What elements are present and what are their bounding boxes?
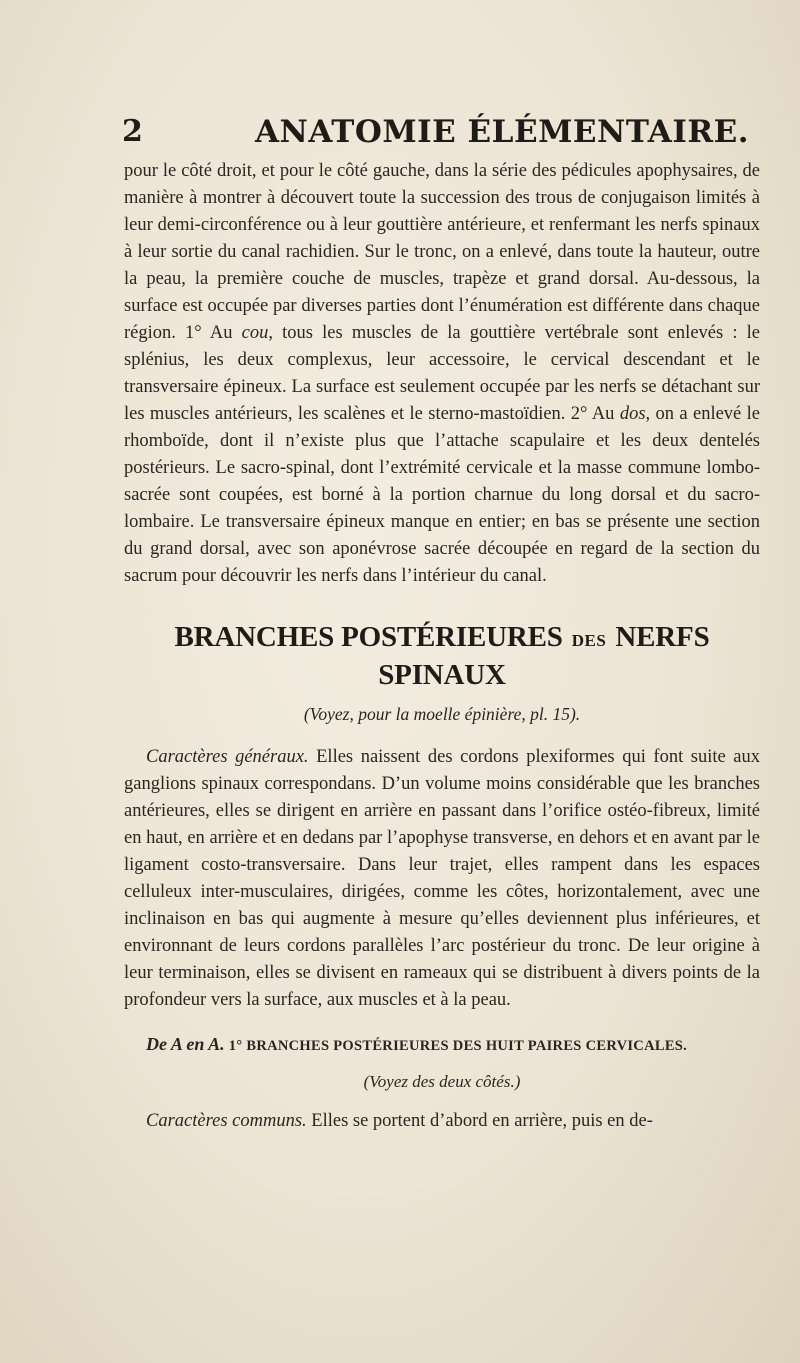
general-characters-text: Elles naissent des cordons plexiformes qui font suite aux ganglions spinaux correspondans. D’un volume moins considérable que les branches antérieures, elles se dirigent en arrière en passant dans l’orifice ostéo-fibreux, limité en haut, en arrière et en dedans par l’apophyse transverse, en dehors et en avant par le ligament costo-transversaire. Dans leur trajet, elles rampent dans les espaces celluleux inter-musculaires, dirigées, comme les côtes, horizontalement, avec une inclinaison en bas qui augmente à mesure qu’elles deviennent plus inférieures, et environnant de leurs cordons parallèles l’arc postérieur du tronc. De leur origine à leur terminaison, elles se divisent en rameaux qui se distribuent à divers points de la profondeur vers la surface, aux muscles et à la peau. [124, 747, 761, 1010]
subsection-label: De A en A. [146, 1034, 225, 1054]
paragraph-intro-continued: , tous les muscles de la gouttière vertébrale sont enlevés : le splénius, les deux complexus, leur accessoire, le cervical descendant et le transversaire épineux. La surface est seulement occupée par les nerfs se détachant sur les muscles antérieurs, les scalènes et le sterno-mastoïdien. 2° Au [124, 323, 761, 424]
subsection-title: 1° BRANCHES POSTÉRIEURES DES HUIT PAIRES CERVICALES. [228, 1038, 688, 1054]
term-dos: dos [619, 404, 646, 424]
paragraph-intro-end: , on a enlevé le rhomboïde, dont il n’existe plus que l’attache scapulaire et les deux dentelés postérieurs. Le sacro-spinal, dont l’extrémité cervicale et la masse commune lombo-sacrée sont coupées, est borné à la portion charnue du long dorsal et du sacro-lombaire. Le transversaire épineux manque en entier; en bas se présente une section du grand dorsal, avec son aponévrose sacrée découpée en regard de la section du sacrum pour découvrir les nerfs dans l’intérieur du canal. [124, 404, 760, 586]
section-heading-right: NERFS SPINAUX [378, 621, 710, 691]
paragraph-general-characters [124, 744, 760, 1014]
running-title: ANATOMIE ÉLÉMENTAIRE. [255, 114, 749, 150]
general-characters-lead: Caractères généraux. [146, 747, 309, 767]
section-reference-note: (Voyez, pour la moelle épinière, pl. 15). [303, 704, 581, 724]
page-header [122, 112, 762, 156]
term-cou: cou [241, 323, 269, 343]
common-characters-lead: Caractères communs. [146, 1111, 307, 1131]
page-number: 2 [122, 114, 143, 149]
section-heading-left: BRANCHES POSTÉRIEURES [174, 621, 563, 653]
paragraph-intro [124, 158, 760, 590]
section-heading-des: DES [571, 631, 607, 650]
subsection-heading [124, 1032, 760, 1058]
section-heading [124, 620, 760, 692]
subsection-reference-note: (Voyez des deux côtés.) [363, 1072, 521, 1091]
common-characters-text: Elles se portent d’abord en arrière, puis en de- [306, 1111, 653, 1131]
page-body [124, 158, 760, 1135]
paragraph-common-characters [124, 1108, 760, 1135]
paragraph-intro-text: pour le côté droit, et pour le côté gauche, dans la série des pédicules apophysaires, de manière à montrer à découvert toute la succession des trous de conjugaison limités à leur demi-circonférence ou à leur gouttière antérieure, et renfermant les nerfs spinaux à leur sortie du canal rachidien. Sur le tronc, on a enlevé, dans toute la hauteur, outre la peau, la première couche de muscles, trapèze et grand dorsal. Au-dessous, la surface est occupée par diverses parties dont l’énumération est différente dans chaque région. 1° Au [124, 161, 760, 343]
